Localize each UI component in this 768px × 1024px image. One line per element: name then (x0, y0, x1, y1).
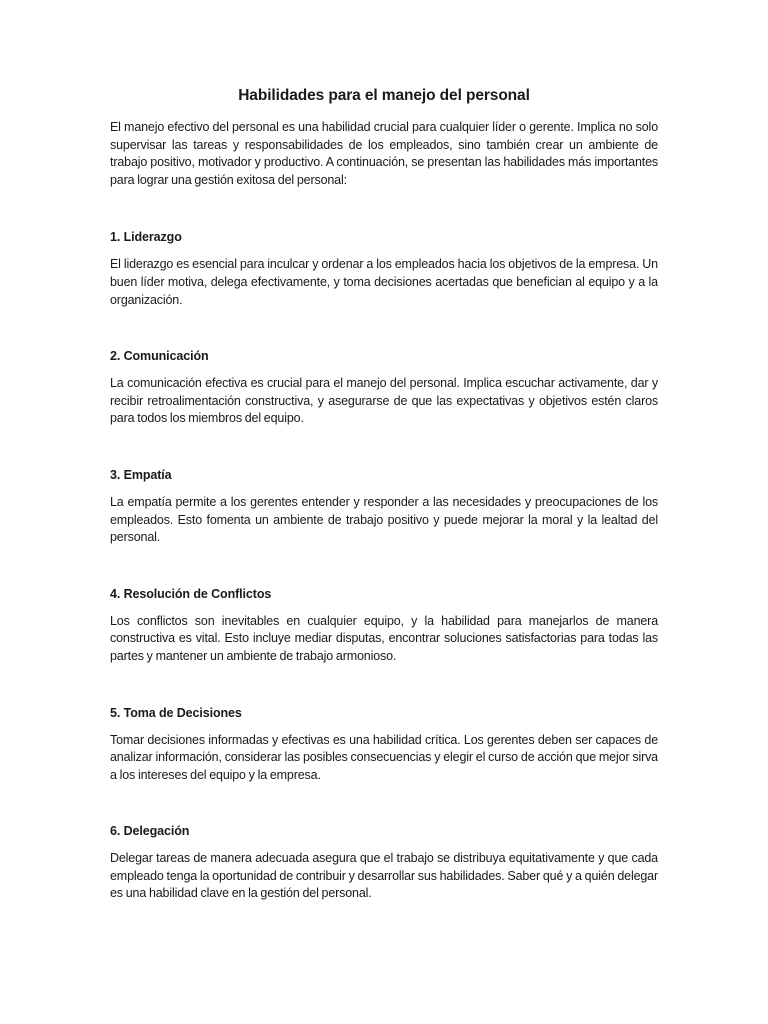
section-paragraph: La comunicación efectiva es crucial para el manejo del personal. Implica escuchar activamente, dar y recibir retroalimentación constructiva, y asegurarse de que las expectativas y objetivos estén claros para todos los miembros del equipo. (110, 376, 658, 426)
section-paragraph: El liderazgo es esencial para inculcar y ordenar a los empleados hacia los objetivos de la empresa. Un buen líder motiva, delega efectivamente, y toma decisiones acertadas que benefician al equipo y a la organización. (110, 257, 658, 307)
section-heading: 6. Delegación (110, 824, 190, 839)
section-heading: 1. Liderazgo (110, 230, 182, 245)
section-liderazgo (110, 229, 658, 309)
section-toma-de-decisiones (110, 705, 658, 785)
document-body (110, 86, 658, 903)
section-empatia (110, 467, 658, 547)
document-title: Habilidades para el manejo del personal (238, 87, 530, 104)
section-paragraph: Delegar tareas de manera adecuada asegura que el trabajo se distribuya equitativamente y que cada empleado tenga la oportunidad de contribuir y desarrollar sus habilidades. Saber qué y a quién delegar es una habilidad clave en la gestión del personal. (110, 851, 658, 901)
section-delegacion (110, 823, 658, 903)
section-paragraph: Los conflictos son inevitables en cualquier equipo, y la habilidad para manejarlos de manera constructiva es vital. Esto incluye mediar disputas, encontrar soluciones satisfactorias para todas las partes y mantener un ambiente de trabajo armonioso. (110, 613, 658, 663)
section-heading: 4. Resolución de Conflictos (110, 586, 272, 601)
intro-paragraph: El manejo efectivo del personal es una habilidad crucial para cualquier líder o gerente. Implica no solo supervisar las tareas y responsabilidades de los empleados, sino también crear un ambiente de trabajo positivo, motivador y productivo. A continuación, se presentan las habilidades más importantes para lograr una gestión exitosa del personal: (110, 120, 658, 187)
section-heading: 2. Comunicación (110, 349, 209, 364)
section-paragraph: La empatía permite a los gerentes entender y responder a las necesidades y preocupaciones de los empleados. Esto fomenta un ambiente de trabajo positivo y puede mejorar la moral y la lealtad del personal. (110, 494, 658, 545)
section-resolucion-de-conflictos (110, 586, 658, 666)
section-paragraph: Tomar decisiones informadas y efectivas es una habilidad crítica. Los gerentes deben ser capaces de analizar información, considerar las posibles consecuencias y elegir el curso de acción que mejor sirva a los intereses del equipo y la empresa. (110, 732, 658, 782)
section-heading: 3. Empatía (110, 467, 172, 482)
section-comunicacion (110, 348, 658, 428)
section-heading: 5. Toma de Decisiones (110, 705, 242, 720)
